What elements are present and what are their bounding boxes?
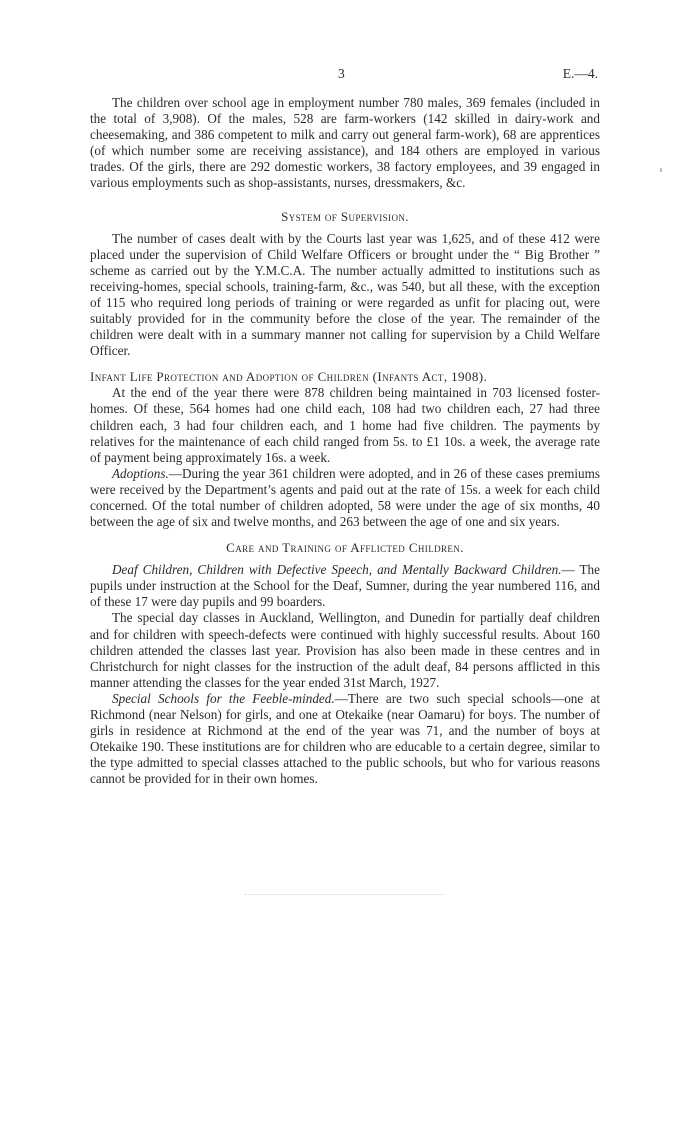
deaf-title: Deaf Children, Children with Defective Speech, and Mentally Backward Children. (112, 562, 562, 578)
feeble-title: Special Schools for the Feeble-minded. (112, 690, 335, 706)
feeble-text: —There are two such special schools—one at Richmond (near Nelson) for girls, and one at Otekaike (near Oamaru) for boys. The number of girls in residence at Richmond at the end of the year was 71, and the number of boys at Otekaike 190. These institutions are for children who are educable to a certain degree, similar to the type admitted to special classes attached to the public schools, but who for various reasons cannot be provided for in their own homes. (90, 690, 600, 787)
paragraph-feeble-minded (90, 691, 600, 788)
deaf-text: — The pupils under instruction at the School for the Deaf, Sumner, during the year numbered 116, and of these 17 were day pupils and 99 boarders. (90, 562, 601, 610)
body-text (90, 95, 600, 787)
heading-system-of-supervision: System of Supervision. (281, 208, 409, 224)
paragraph-foster-homes: At the end of the year there were 878 children being maintained in 703 licensed foster-homes. Of these, 564 homes had one child each, 108 had two children each, 27 had three children each, 3 had four children each, and 1 home had five children. The payments by relatives for the maintenance of each child ranged from 5s. to £1 10s. a week, the average rate of payment being approximately 16s. a week. (90, 385, 600, 465)
paragraph-deaf-children (90, 562, 600, 610)
adoptions-title: Adoptions. (112, 465, 169, 481)
heading-infant-life-protection: Infant Life Protection and Adoption of Children (Infants Act, 1908). (90, 369, 488, 385)
paragraph-day-classes: The special day classes in Auckland, Wellington, and Dunedin for partially deaf children and for children with speech-defects were continued with highly successful results. About 160 children attended the classes last year. Provision has also been made in these centres and in Christchurch for night classes for the instruction of the adult deaf, 84 persons afflicted in this manner attending the classes for the year ended 31st March, 1927. (90, 610, 600, 690)
paragraph-adoptions (90, 466, 600, 530)
paragraph-employment: The children over school age in employment number 780 males, 369 females (included in the total of 3,908). Of the males, 528 are farm-workers (142 skilled in dairy-work and cheesemaking, and 386 competent to milk and carry out general farm-work), 68 are apprentices (of which number some are receiving assistance), and 184 others are employed in various trades. Of the girls, there are 292 domestic workers, 38 factory employees, and 39 engaged in various employments such as shop-assistants, nurses, dressmakers, &c. (90, 95, 600, 191)
footer-rule (245, 894, 445, 895)
document-reference: E.—4. (562, 66, 598, 81)
page-number: 3 (338, 66, 345, 81)
page-header (90, 66, 600, 82)
adoptions-text: —During the year 361 children were adopted, and in 26 of these cases premiums were received by the Department’s agents and paid out at the rate of 15s. a week for each child concerned. Of the total number of children adopted, 58 were under the age of six months, 40 between the age of six and twelve months, and 263 between the age of one and six years. (90, 465, 600, 530)
margin-mark (660, 168, 662, 172)
heading-afflicted-children: Care and Training of Afflicted Children. (226, 540, 464, 556)
paragraph-supervision: The number of cases dealt with by the Courts last year was 1,625, and of these 412 were placed under the supervision of Child Welfare Officers or brought under the “ Big Brother ” scheme as carried out by the Y.M.C.A. The number actually admitted to institutions such as receiving-homes, special schools, training-farm, &c., was 540, but all these, with the exception of 115 who required long periods of training or were regarded as unfit for placing out, were suitably provided for in the community before the close of the year. The remainder of the children were dealt with in a summary manner not calling for supervision by a Child Welfare Officer. (90, 230, 600, 359)
